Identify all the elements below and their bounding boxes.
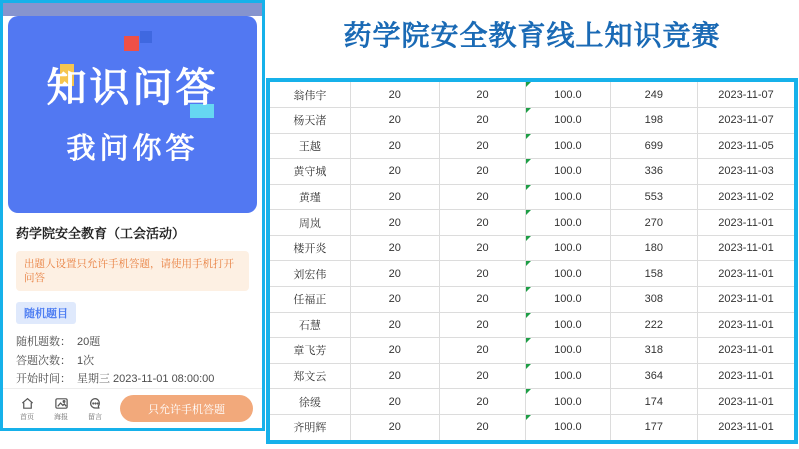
cell-correct-count: 20 [439,414,525,440]
activity-info-row [16,352,249,371]
poster-icon [54,396,69,411]
table-row [270,210,794,236]
home-icon [20,396,35,411]
cell-flag-triangle [526,108,531,113]
message-icon [88,396,103,411]
cell-name: 黄守城 [270,159,350,185]
cell-name: 王越 [270,133,350,159]
cell-name: 周岚 [270,210,350,236]
cell-score: 100.0 [526,287,610,313]
cell-date: 2023-11-01 [698,261,794,287]
table-row [270,338,794,364]
cell-duration: 553 [610,184,698,210]
cell-duration: 174 [610,389,698,415]
cell-total-questions: 20 [350,133,439,159]
cell-name: 楼开炎 [270,235,350,261]
table-row [270,414,794,440]
cell-flag-triangle [526,134,531,139]
cell-score: 100.0 [526,82,610,108]
cell-duration: 318 [610,338,698,364]
cell-name: 杨天渚 [270,108,350,134]
cell-duration: 270 [610,210,698,236]
info-value: 星期三 2023-11-01 08:00:00 [77,373,215,385]
cell-name: 刘宏伟 [270,261,350,287]
table-row [270,108,794,134]
cell-date: 2023-11-01 [698,312,794,338]
cell-score: 100.0 [526,414,610,440]
info-label: 开始时间： [16,373,71,385]
cell-date: 2023-11-01 [698,235,794,261]
cell-total-questions: 20 [350,414,439,440]
cell-flag-triangle [526,415,531,420]
panel-header-strip [3,3,262,16]
cell-score: 100.0 [526,184,610,210]
cell-correct-count: 20 [439,261,525,287]
cell-name: 任福正 [270,287,350,313]
cell-date: 2023-11-07 [698,82,794,108]
cell-score: 100.0 [526,363,610,389]
cell-duration: 249 [610,82,698,108]
phone-only-answer-button[interactable]: 只允许手机答题 [120,395,253,422]
cell-score: 100.0 [526,210,610,236]
cell-date: 2023-11-02 [698,184,794,210]
activity-card [3,213,262,407]
cell-score: 100.0 [526,312,610,338]
table-row [270,389,794,415]
cell-flag-triangle [526,261,531,266]
cell-flag-triangle [526,389,531,394]
cell-duration: 336 [610,159,698,185]
cell-date: 2023-11-01 [698,363,794,389]
cell-score: 100.0 [526,338,610,364]
cell-date: 2023-11-01 [698,338,794,364]
cell-name: 徐缓 [270,389,350,415]
cell-correct-count: 20 [439,363,525,389]
cell-date: 2023-11-01 [698,210,794,236]
table-row [270,235,794,261]
banner-title: 知识问答 [46,66,219,110]
cell-correct-count: 20 [439,235,525,261]
cell-total-questions: 20 [350,108,439,134]
cell-name: 郑文云 [270,363,350,389]
table-row [270,82,794,108]
cell-date: 2023-11-07 [698,108,794,134]
cell-correct-count: 20 [439,184,525,210]
cell-score: 100.0 [526,261,610,287]
cell-duration: 198 [610,108,698,134]
cell-name: 翁伟宇 [270,82,350,108]
nav-item-message[interactable] [80,396,110,422]
cell-correct-count: 20 [439,287,525,313]
table-row [270,159,794,185]
nav-label: 海报 [54,413,68,421]
cell-duration: 158 [610,261,698,287]
cell-name: 石慧 [270,312,350,338]
cell-duration: 308 [610,287,698,313]
cell-score: 100.0 [526,389,610,415]
activity-title: 药学院安全教育（工会活动） [16,226,186,241]
cell-flag-triangle [526,313,531,318]
cell-flag-triangle [526,210,531,215]
cell-total-questions: 20 [350,210,439,236]
cell-duration: 222 [610,312,698,338]
cell-score: 100.0 [526,133,610,159]
cell-correct-count: 20 [439,159,525,185]
cell-flag-triangle [526,287,531,292]
cell-name: 齐明辉 [270,414,350,440]
cell-correct-count: 20 [439,133,525,159]
cell-duration: 177 [610,414,698,440]
table-row [270,133,794,159]
cell-flag-triangle [526,185,531,190]
nav-label: 留言 [88,413,102,421]
random-question-badge: 随机题目 [16,302,76,324]
info-label: 答题次数： [16,354,71,367]
cell-total-questions: 20 [350,82,439,108]
cell-total-questions: 20 [350,363,439,389]
info-label: 随机题数： [16,336,71,348]
banner-subtitle: 我问你答 [66,133,199,165]
cell-name: 章飞芳 [270,338,350,364]
cell-date: 2023-11-05 [698,133,794,159]
info-value: 20题 [77,336,101,348]
quiz-app-panel [0,0,265,431]
cell-flag-triangle [526,338,531,343]
cell-name: 黄瑾 [270,184,350,210]
cell-total-questions: 20 [350,338,439,364]
banner-deco-red-square [124,36,139,51]
cell-date: 2023-11-01 [718,421,774,434]
nav-label: 首页 [20,413,34,421]
nav-item-home[interactable] [12,396,42,422]
table-row [270,184,794,210]
cell-date: 2023-11-03 [698,159,794,185]
cell-score: 100.0 [526,235,610,261]
cell-score: 100.0 [526,159,610,185]
activity-info-row [16,333,249,352]
cell-flag-triangle [526,364,531,369]
cell-total-questions: 20 [350,287,439,313]
table-row [270,312,794,338]
banner-deco-blue-square [140,31,152,43]
cell-correct-count: 20 [439,82,525,108]
cell-total-questions: 20 [350,389,439,415]
cell-duration: 364 [610,363,698,389]
cell-flag-triangle [526,159,531,164]
cell-total-questions: 20 [350,235,439,261]
score-table [266,78,798,444]
cell-total-questions: 20 [350,184,439,210]
cell-duration: 180 [610,235,698,261]
cell-correct-count: 20 [439,210,525,236]
page-title: 药学院安全教育线上知识竞赛 [343,21,721,52]
nav-item-poster[interactable] [46,396,76,422]
bottom-nav-bar [3,388,262,428]
cell-score: 100.0 [526,108,610,134]
cell-duration: 699 [610,133,698,159]
cell-total-questions: 20 [350,312,439,338]
table-row [270,363,794,389]
table-row [270,261,794,287]
cell-flag-triangle [526,82,531,87]
info-value: 1次 [77,354,95,367]
cell-total-questions: 20 [350,159,439,185]
activity-info-row [16,370,249,389]
cell-date: 2023-11-01 [698,389,794,415]
quiz-banner [8,16,257,213]
phone-only-notice: 出题人设置只允许手机答题，请使用手机打开问答 [16,251,249,291]
cell-date: 2023-11-01 [698,287,794,313]
cell-correct-count: 20 [439,108,525,134]
cell-correct-count: 20 [439,312,525,338]
cell-correct-count: 20 [439,338,525,364]
cell-correct-count: 20 [439,389,525,415]
cell-flag-triangle [526,236,531,241]
table-row [270,287,794,313]
cell-total-questions: 20 [350,261,439,287]
